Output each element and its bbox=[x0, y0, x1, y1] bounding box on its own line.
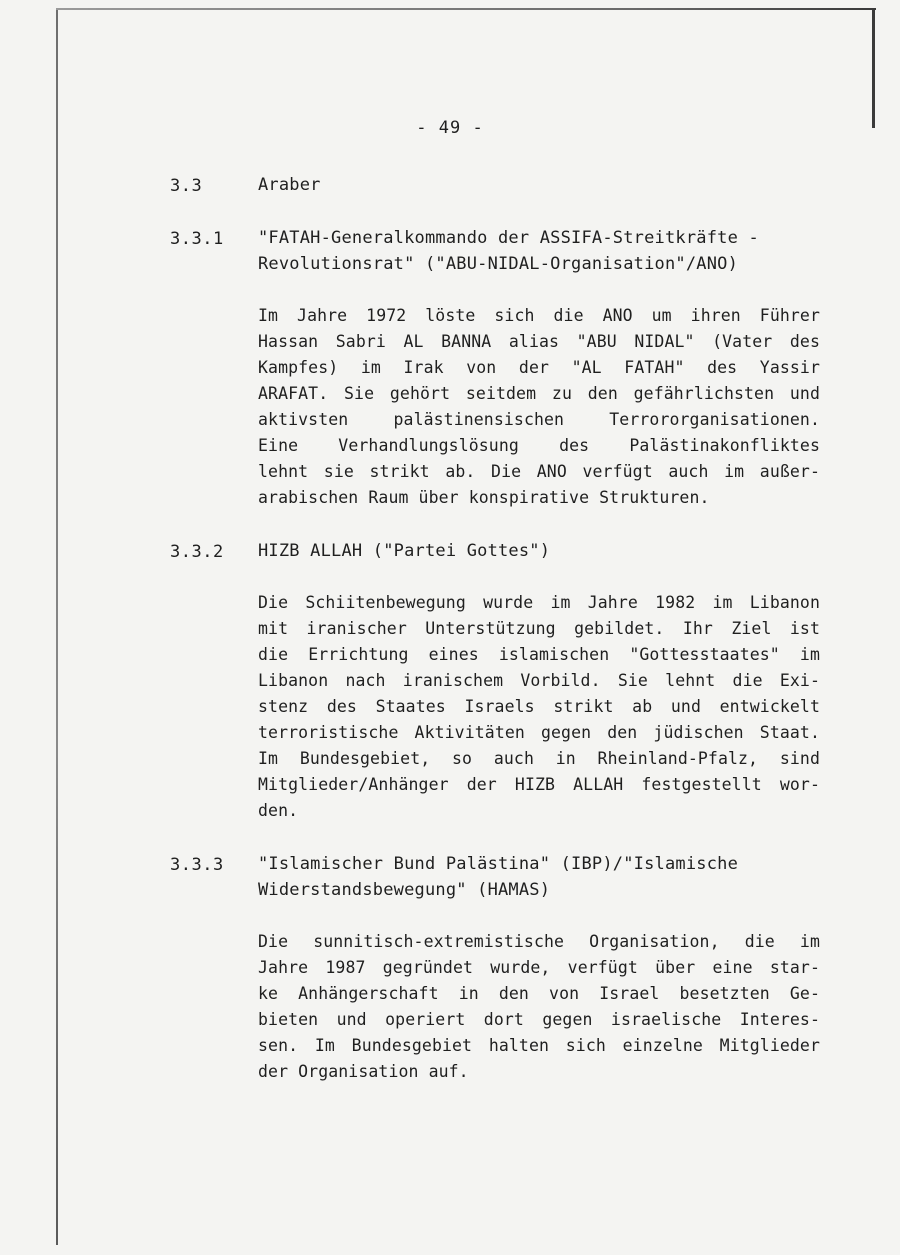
text-line: Die Schiitenbewegung wurde im Jahre 1982 im Libanon bbox=[258, 593, 820, 612]
heading-line: "FATAH-Generalkommando der ASSIFA-Streitkräfte - bbox=[258, 228, 759, 248]
page-edge-right bbox=[872, 8, 875, 128]
section-heading bbox=[258, 172, 818, 198]
text-line: aktivsten palästinensischen Terrororganisationen. bbox=[258, 410, 820, 429]
text-line: ARAFAT. Sie gehört seitdem zu den gefährlichsten und bbox=[258, 384, 820, 403]
text-line: lehnt sie strikt ab. Die ANO verfügt auch im außer- bbox=[258, 462, 820, 481]
page-edge-top bbox=[56, 8, 876, 10]
text-line: Jahre 1987 gegründet wurde, verfügt über eine star- bbox=[258, 958, 820, 977]
text-line: mit iranischer Unterstützung gebildet. Ihr Ziel ist bbox=[258, 619, 820, 638]
heading-line: HIZB ALLAH ("Partei Gottes") bbox=[258, 541, 551, 561]
text-line: Hassan Sabri AL BANNA alias "ABU NIDAL" (Vater des bbox=[258, 332, 820, 351]
heading-line: Widerstandsbewegung" (HAMAS) bbox=[258, 880, 551, 900]
text-line: Im Bundesgebiet, so auch in Rheinland-Pfalz, sind bbox=[258, 749, 820, 768]
section-number: 3.3.3 bbox=[170, 855, 224, 875]
text-line: Eine Verhandlungslösung des Palästinakonfliktes bbox=[258, 436, 820, 455]
page-edge-left bbox=[56, 10, 58, 1245]
section-paragraph bbox=[258, 590, 820, 824]
text-line: stenz des Staates Israels strikt ab und entwickelt bbox=[258, 697, 820, 716]
text-line: Die sunnitisch-extremistische Organisation, die im bbox=[258, 932, 820, 951]
text-line: Libanon nach iranischem Vorbild. Sie lehnt die Exi- bbox=[258, 671, 820, 690]
page-number: - 49 - bbox=[416, 118, 484, 138]
section-heading bbox=[258, 225, 818, 277]
text-line: sen. Im Bundesgebiet halten sich einzelne Mitglieder bbox=[258, 1036, 820, 1055]
text-line: die Errichtung eines islamischen "Gottesstaates" im bbox=[258, 645, 820, 664]
text-line: Im Jahre 1972 löste sich die ANO um ihren Führer bbox=[258, 306, 820, 325]
section-heading bbox=[258, 851, 818, 903]
text-line: Kampfes) im Irak von der "AL FATAH" des Yassir bbox=[258, 358, 820, 377]
text-line: ke Anhängerschaft in den von Israel besetzten Ge- bbox=[258, 984, 820, 1003]
text-line: terroristische Aktivitäten gegen den jüdischen Staat. bbox=[258, 723, 820, 742]
text-line: den. bbox=[258, 801, 299, 820]
section-number: 3.3.2 bbox=[170, 542, 224, 562]
section-paragraph bbox=[258, 929, 820, 1085]
text-line: bieten und operiert dort gegen israelische Interes- bbox=[258, 1010, 820, 1029]
text-line: der Organisation auf. bbox=[258, 1062, 469, 1081]
text-line: arabischen Raum über konspirative Strukturen. bbox=[258, 488, 710, 507]
section-number: 3.3 bbox=[170, 176, 203, 196]
section-paragraph bbox=[258, 303, 820, 511]
section-heading bbox=[258, 538, 818, 564]
heading-line: Araber bbox=[258, 175, 321, 195]
heading-line: "Islamischer Bund Palästina" (IBP)/"Islamische bbox=[258, 854, 739, 874]
text-line: Mitglieder/Anhänger der HIZB ALLAH festgestellt wor- bbox=[258, 775, 820, 794]
heading-line: Revolutionsrat" ("ABU-NIDAL-Organisation"/ANO) bbox=[258, 254, 739, 274]
section-number: 3.3.1 bbox=[170, 229, 224, 249]
